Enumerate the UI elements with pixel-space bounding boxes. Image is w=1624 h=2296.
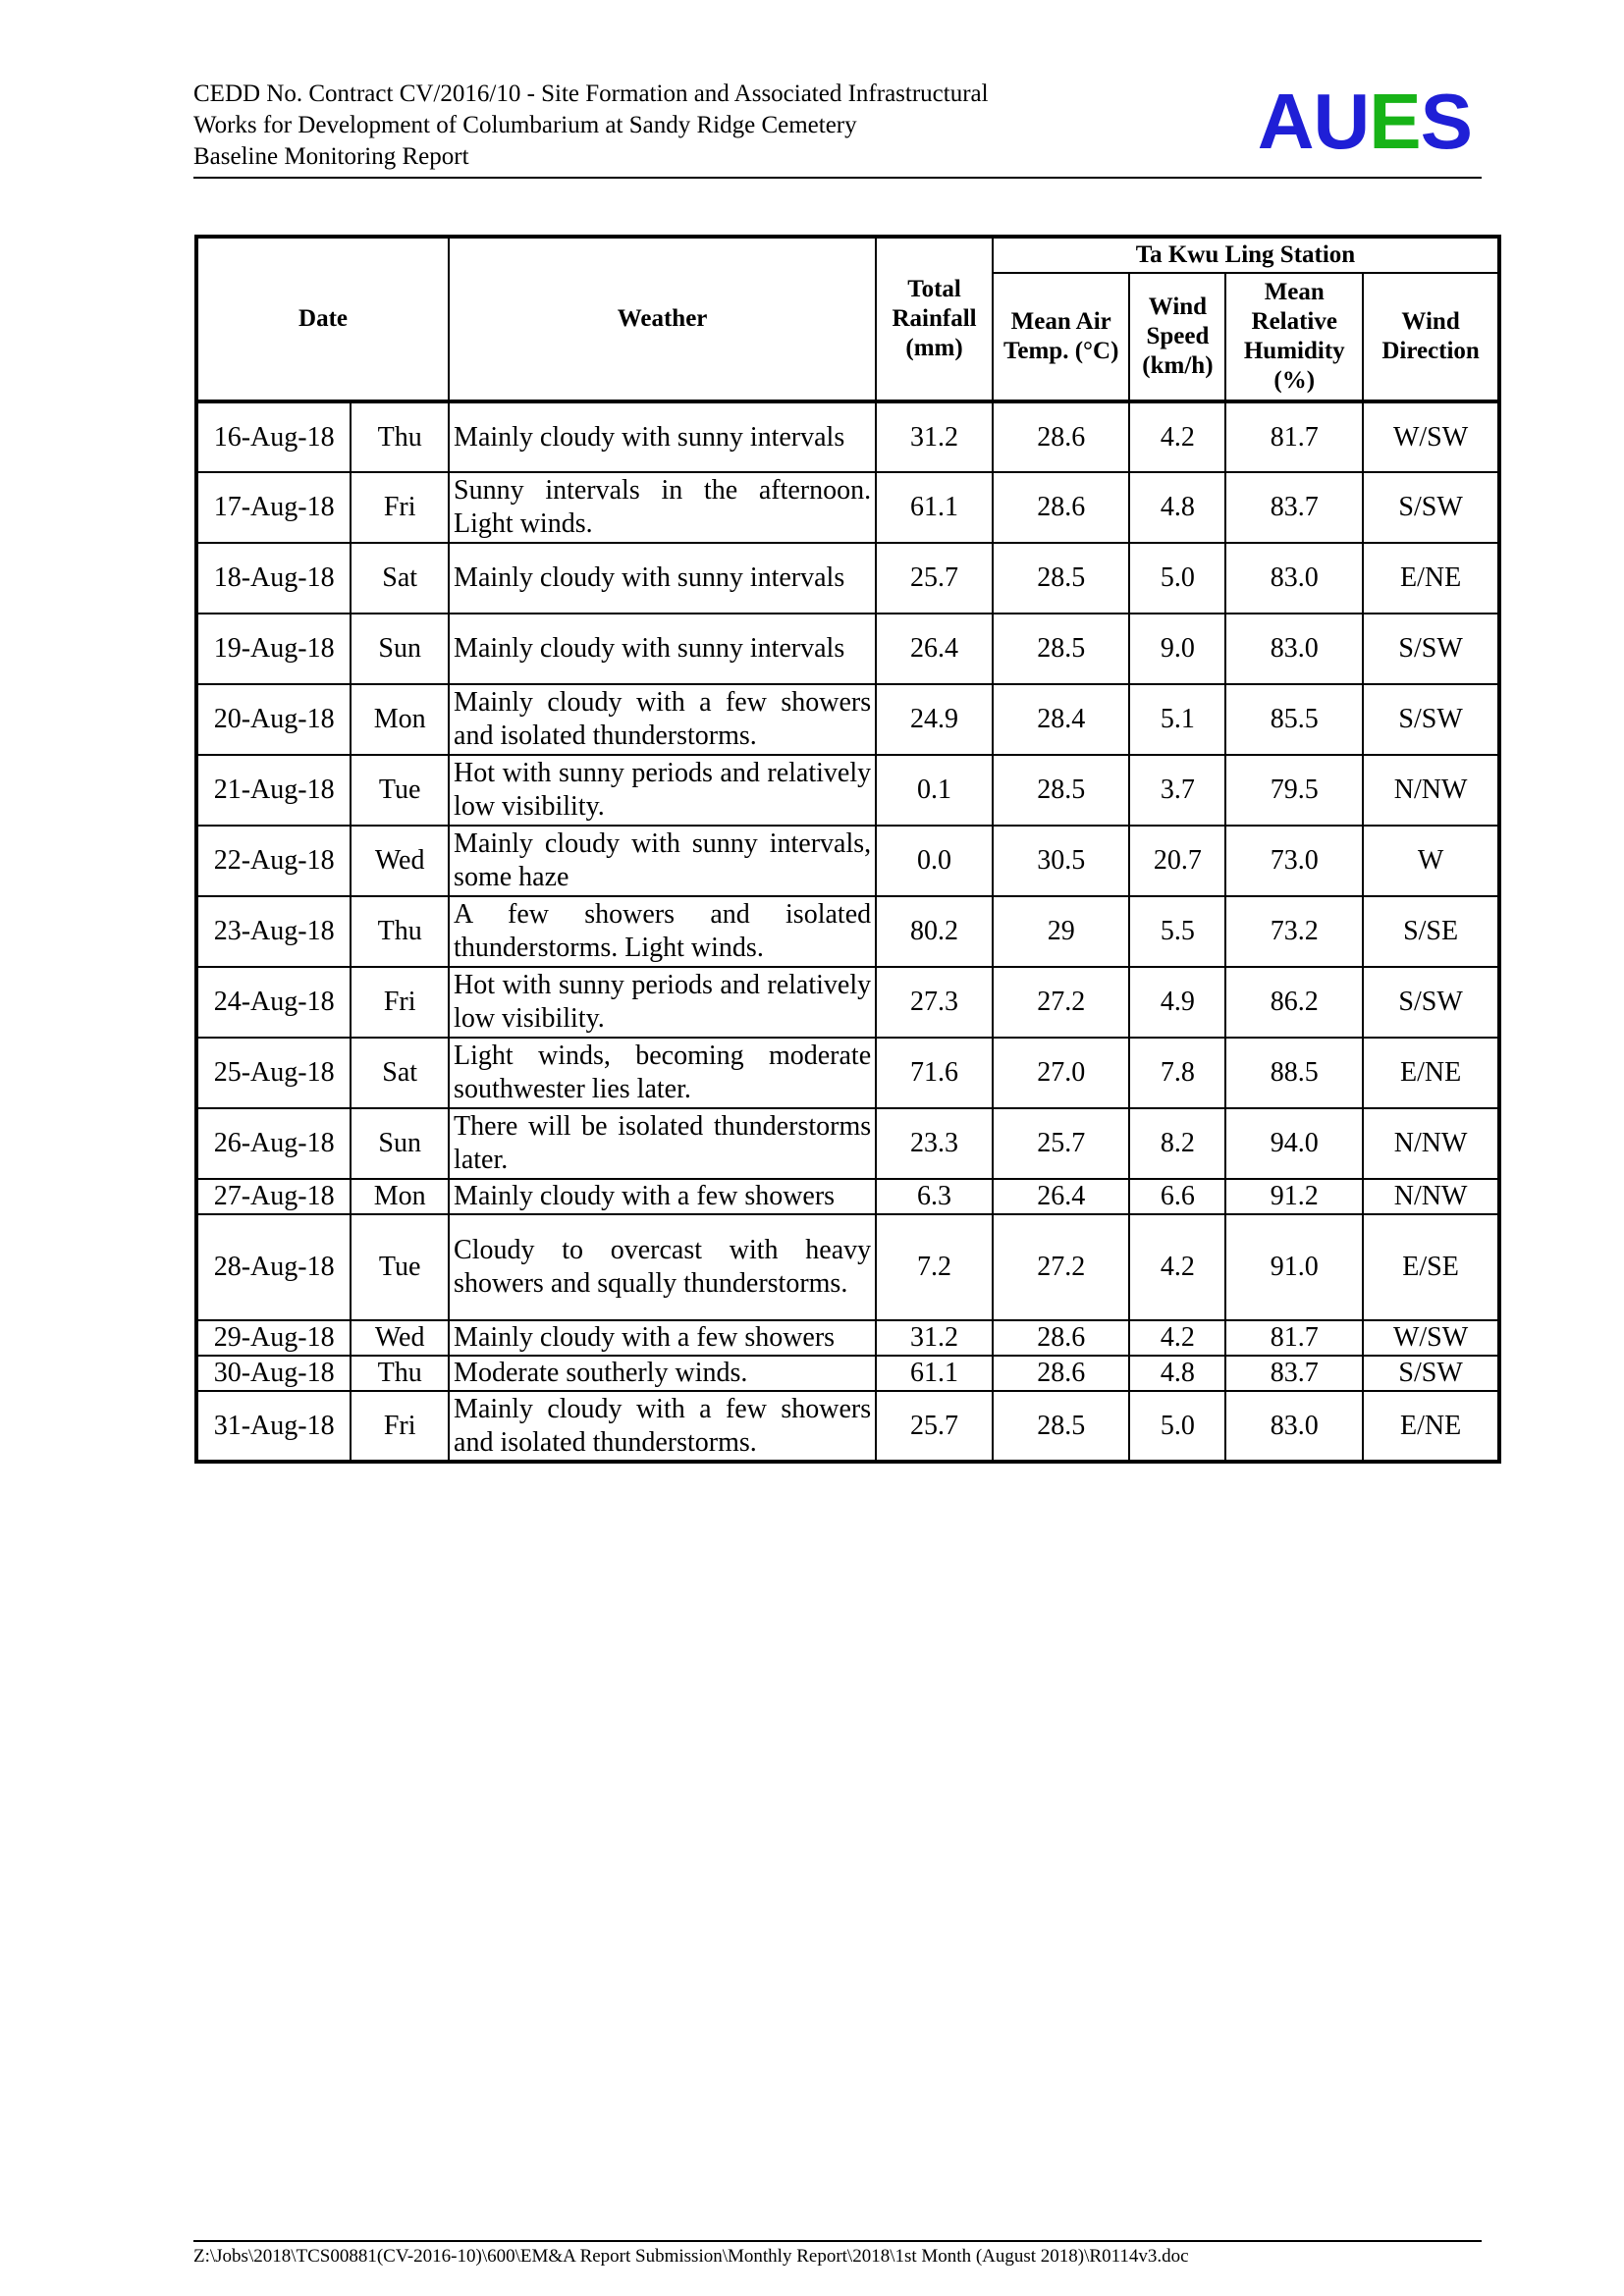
row-date: 17-Aug-18: [196, 472, 351, 543]
row-rainfall: 6.3: [876, 1179, 993, 1214]
row-temp: 28.6: [993, 1356, 1130, 1391]
header-line-1: CEDD No. Contract CV/2016/10 - Site Formation and Associated Infrastructural: [193, 80, 989, 107]
table-row: [196, 1214, 1499, 1320]
logo-part-1: AU: [1257, 78, 1370, 165]
row-weather: Hot with sunny periods and relatively low visibility.: [449, 967, 876, 1038]
table-row: [196, 1356, 1499, 1391]
row-wind-direction: E/SE: [1363, 1214, 1499, 1320]
row-date: 19-Aug-18: [196, 614, 351, 684]
row-temp: 27.0: [993, 1038, 1130, 1108]
row-day: Thu: [351, 401, 449, 472]
row-wind-speed: 20.7: [1129, 826, 1225, 896]
row-weather: Mainly cloudy with sunny intervals: [449, 614, 876, 684]
row-temp: 28.6: [993, 1320, 1130, 1356]
row-temp: 28.6: [993, 401, 1130, 472]
header-divider: [193, 177, 1482, 179]
row-humidity: 85.5: [1225, 684, 1363, 755]
row-date: 16-Aug-18: [196, 401, 351, 472]
row-wind-direction: N/NW: [1363, 1179, 1499, 1214]
table-body: [196, 401, 1499, 1462]
row-wind-direction: S/SW: [1363, 472, 1499, 543]
row-weather: Mainly cloudy with sunny intervals, some haze: [449, 826, 876, 896]
row-date: 18-Aug-18: [196, 543, 351, 614]
row-wind-speed: 4.2: [1129, 401, 1225, 472]
row-wind-direction: S/SW: [1363, 967, 1499, 1038]
row-wind-direction: E/NE: [1363, 543, 1499, 614]
page-header: [193, 79, 1482, 177]
row-weather: Mainly cloudy with a few showers and isolated thunderstorms.: [449, 1391, 876, 1462]
row-humidity: 83.7: [1225, 472, 1363, 543]
table-row: [196, 684, 1499, 755]
row-rainfall: 23.3: [876, 1108, 993, 1179]
row-wind-direction: N/NW: [1363, 755, 1499, 826]
row-wind-speed: 4.8: [1129, 472, 1225, 543]
row-wind-speed: 5.5: [1129, 896, 1225, 967]
aues-logo: [1257, 78, 1472, 165]
row-temp: 29: [993, 896, 1130, 967]
row-wind-speed: 7.8: [1129, 1038, 1225, 1108]
row-day: Sun: [351, 614, 449, 684]
row-humidity: 91.0: [1225, 1214, 1363, 1320]
header-wind-speed: Wind Speed (km/h): [1129, 273, 1225, 401]
weather-table: [194, 235, 1501, 1464]
row-humidity: 83.0: [1225, 543, 1363, 614]
row-temp: 28.5: [993, 755, 1130, 826]
row-wind-speed: 5.0: [1129, 543, 1225, 614]
table-row: [196, 1391, 1499, 1462]
table-row: [196, 543, 1499, 614]
row-date: 21-Aug-18: [196, 755, 351, 826]
row-humidity: 83.7: [1225, 1356, 1363, 1391]
row-humidity: 91.2: [1225, 1179, 1363, 1214]
row-wind-speed: 5.0: [1129, 1391, 1225, 1462]
row-day: Sun: [351, 1108, 449, 1179]
footer-file-path: Z:\Jobs\2018\TCS00881(CV-2016-10)\600\EM&A Report Submission\Monthly Report\2018\1st Month (August 2018)\R0114v3.doc: [193, 2246, 1189, 2267]
row-wind-direction: E/NE: [1363, 1391, 1499, 1462]
row-rainfall: 25.7: [876, 543, 993, 614]
row-rainfall: 26.4: [876, 614, 993, 684]
header-temp: Mean Air Temp. (°C): [993, 273, 1130, 401]
table-row: [196, 1179, 1499, 1214]
table-row: [196, 1108, 1499, 1179]
header-date: Date: [196, 237, 449, 401]
row-weather: Moderate southerly winds.: [449, 1356, 876, 1391]
row-temp: 27.2: [993, 1214, 1130, 1320]
header-humidity: Mean Relative Humidity (%): [1225, 273, 1363, 401]
header-line-2: Works for Development of Columbarium at Sandy Ridge Cemetery: [193, 112, 857, 138]
row-humidity: 73.0: [1225, 826, 1363, 896]
row-weather: Mainly cloudy with a few showers: [449, 1179, 876, 1214]
row-rainfall: 71.6: [876, 1038, 993, 1108]
row-wind-direction: W/SW: [1363, 401, 1499, 472]
row-day: Mon: [351, 684, 449, 755]
row-rainfall: 0.0: [876, 826, 993, 896]
row-date: 28-Aug-18: [196, 1214, 351, 1320]
row-rainfall: 7.2: [876, 1214, 993, 1320]
row-date: 20-Aug-18: [196, 684, 351, 755]
row-wind-speed: 6.6: [1129, 1179, 1225, 1214]
row-date: 26-Aug-18: [196, 1108, 351, 1179]
row-wind-direction: S/SW: [1363, 684, 1499, 755]
header-weather: Weather: [449, 237, 876, 401]
row-wind-speed: 4.2: [1129, 1214, 1225, 1320]
row-rainfall: 0.1: [876, 755, 993, 826]
row-rainfall: 80.2: [876, 896, 993, 967]
row-humidity: 83.0: [1225, 614, 1363, 684]
table-row: [196, 614, 1499, 684]
row-humidity: 88.5: [1225, 1038, 1363, 1108]
row-temp: 27.2: [993, 967, 1130, 1038]
row-day: Thu: [351, 896, 449, 967]
row-wind-speed: 5.1: [1129, 684, 1225, 755]
row-date: 25-Aug-18: [196, 1038, 351, 1108]
row-rainfall: 61.1: [876, 472, 993, 543]
row-day: Tue: [351, 1214, 449, 1320]
row-wind-speed: 4.8: [1129, 1356, 1225, 1391]
row-humidity: 81.7: [1225, 401, 1363, 472]
table-row: [196, 401, 1499, 472]
logo-part-3: S: [1420, 78, 1472, 165]
row-rainfall: 61.1: [876, 1356, 993, 1391]
row-wind-direction: W: [1363, 826, 1499, 896]
header-station: Ta Kwu Ling Station: [993, 237, 1499, 273]
row-humidity: 79.5: [1225, 755, 1363, 826]
table-row: [196, 755, 1499, 826]
row-weather: There will be isolated thunderstorms later.: [449, 1108, 876, 1179]
row-wind-speed: 9.0: [1129, 614, 1225, 684]
row-weather: Hot with sunny periods and relatively low visibility.: [449, 755, 876, 826]
row-temp: 26.4: [993, 1179, 1130, 1214]
row-day: Mon: [351, 1179, 449, 1214]
row-rainfall: 31.2: [876, 1320, 993, 1356]
row-wind-speed: 8.2: [1129, 1108, 1225, 1179]
row-date: 22-Aug-18: [196, 826, 351, 896]
row-wind-speed: 4.2: [1129, 1320, 1225, 1356]
row-temp: 25.7: [993, 1108, 1130, 1179]
row-day: Sat: [351, 1038, 449, 1108]
row-weather: Light winds, becoming moderate southwester lies later.: [449, 1038, 876, 1108]
table-row: [196, 896, 1499, 967]
header-line-3: Baseline Monitoring Report: [193, 143, 469, 170]
logo-part-2: E: [1369, 78, 1421, 165]
footer-divider: [193, 2240, 1482, 2242]
row-day: Sat: [351, 543, 449, 614]
row-humidity: 73.2: [1225, 896, 1363, 967]
row-wind-speed: 3.7: [1129, 755, 1225, 826]
row-weather: Mainly cloudy with sunny intervals: [449, 543, 876, 614]
row-weather: A few showers and isolated thunderstorms. Light winds.: [449, 896, 876, 967]
row-humidity: 83.0: [1225, 1391, 1363, 1462]
row-date: 24-Aug-18: [196, 967, 351, 1038]
table-row: [196, 967, 1499, 1038]
row-day: Thu: [351, 1356, 449, 1391]
row-weather: Mainly cloudy with sunny intervals: [449, 401, 876, 472]
header-wind-direction: Wind Direction: [1363, 273, 1499, 401]
row-wind-direction: S/SW: [1363, 1356, 1499, 1391]
row-day: Wed: [351, 826, 449, 896]
row-temp: 28.4: [993, 684, 1130, 755]
row-date: 23-Aug-18: [196, 896, 351, 967]
row-day: Wed: [351, 1320, 449, 1356]
row-date: 30-Aug-18: [196, 1356, 351, 1391]
row-rainfall: 27.3: [876, 967, 993, 1038]
table-row: [196, 1320, 1499, 1356]
row-temp: 28.5: [993, 614, 1130, 684]
row-date: 31-Aug-18: [196, 1391, 351, 1462]
row-date: 29-Aug-18: [196, 1320, 351, 1356]
row-temp: 28.5: [993, 1391, 1130, 1462]
table-row: [196, 472, 1499, 543]
row-temp: 30.5: [993, 826, 1130, 896]
row-rainfall: 24.9: [876, 684, 993, 755]
row-temp: 28.6: [993, 472, 1130, 543]
header-rainfall: Total Rainfall (mm): [876, 237, 993, 401]
row-wind-direction: S/SW: [1363, 614, 1499, 684]
row-humidity: 86.2: [1225, 967, 1363, 1038]
row-day: Fri: [351, 1391, 449, 1462]
row-day: Tue: [351, 755, 449, 826]
row-rainfall: 25.7: [876, 1391, 993, 1462]
table-row: [196, 826, 1499, 896]
row-day: Fri: [351, 967, 449, 1038]
row-weather: Mainly cloudy with a few showers: [449, 1320, 876, 1356]
row-humidity: 94.0: [1225, 1108, 1363, 1179]
row-weather: Mainly cloudy with a few showers and isolated thunderstorms.: [449, 684, 876, 755]
row-weather: Sunny intervals in the afternoon. Light winds.: [449, 472, 876, 543]
row-humidity: 81.7: [1225, 1320, 1363, 1356]
row-wind-direction: N/NW: [1363, 1108, 1499, 1179]
row-day: Fri: [351, 472, 449, 543]
row-temp: 28.5: [993, 543, 1130, 614]
row-weather: Cloudy to overcast with heavy showers and squally thunderstorms.: [449, 1214, 876, 1320]
row-wind-direction: W/SW: [1363, 1320, 1499, 1356]
row-date: 27-Aug-18: [196, 1179, 351, 1214]
row-rainfall: 31.2: [876, 401, 993, 472]
header-text: [193, 79, 989, 173]
row-wind-direction: S/SE: [1363, 896, 1499, 967]
row-wind-speed: 4.9: [1129, 967, 1225, 1038]
table-row: [196, 1038, 1499, 1108]
row-wind-direction: E/NE: [1363, 1038, 1499, 1108]
